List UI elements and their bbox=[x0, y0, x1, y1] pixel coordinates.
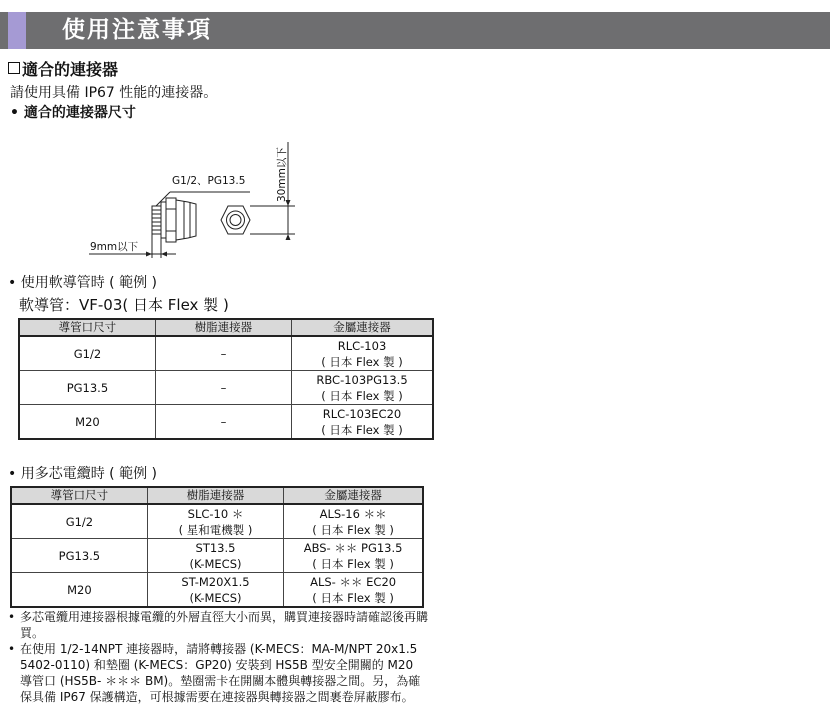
maker: ( 日本 Flex 製 ) bbox=[321, 388, 403, 403]
model-number: RBC-103PG13.5 bbox=[316, 372, 408, 387]
conduit-size-cell: M20 bbox=[11, 573, 147, 608]
model-number: ST-M20X1.5 bbox=[181, 574, 250, 589]
page-header-bar bbox=[0, 12, 830, 49]
maker: ( 日本 Flex 製 ) bbox=[312, 522, 394, 537]
length-limit-label: 9mm以下 bbox=[90, 241, 139, 253]
maker: (K-MECS) bbox=[189, 556, 242, 571]
bullet-icon: • bbox=[8, 642, 16, 656]
multi-cable-title: • 用多芯電纜時 ( 範例 ) bbox=[8, 466, 157, 482]
conduit-size-cell: G1/2 bbox=[19, 336, 155, 371]
metal-connector-cell bbox=[284, 539, 423, 573]
header-conduit-size: 導管口尺寸 bbox=[19, 319, 155, 336]
thread-size-label: G1/2、PG13.5 bbox=[172, 175, 246, 187]
model-number: ALS-16 ＊＊ bbox=[319, 506, 387, 521]
model-number: ABS- ＊＊ PG13.5 bbox=[303, 540, 403, 555]
resin-connector-cell bbox=[147, 573, 283, 608]
header-metal-connector: 金屬連接器 bbox=[284, 487, 423, 504]
resin-connector-cell bbox=[147, 539, 283, 573]
table-header-row bbox=[19, 319, 433, 336]
size-heading: • 適合的連接器尺寸 bbox=[10, 105, 136, 121]
section-description: 請使用具備 IP67 性能的連接器。 bbox=[10, 85, 218, 101]
note-text: 在使用 1/2-14NPT 連接器時，請將轉接器 (K-MECS：MA-M/NPT 20x1.5 5402-0110) 和墊圈 (K-MECS：GP20) 安裝到 HS5B 型安全開關的 M20 導管口 (HS5B- ＊＊＊ BM)。墊圈需卡在開關本體與轉接器之間。另，為確保具備 IP67 保護構造，可根據需要在連接器與轉接器之間裹卷屏蔽膠布。 bbox=[20, 642, 421, 704]
header-conduit-size: 導管口尺寸 bbox=[11, 487, 147, 504]
resin-connector-cell: – bbox=[155, 371, 291, 405]
note-item bbox=[8, 609, 428, 641]
header-metal-connector: 金屬連接器 bbox=[292, 319, 433, 336]
checkbox-square-icon bbox=[8, 62, 20, 74]
bullet-icon: • bbox=[8, 610, 16, 624]
maker: ( 星和電機製 ) bbox=[178, 522, 253, 537]
maker: (K-MECS) bbox=[189, 590, 242, 605]
model-number: SLC-10 ＊ bbox=[187, 506, 244, 521]
conduit-size-cell: PG13.5 bbox=[11, 539, 147, 573]
note-item bbox=[8, 641, 428, 705]
maker: ( 日本 Flex 製 ) bbox=[312, 590, 394, 605]
table-header-row bbox=[11, 487, 423, 504]
conduit-size-cell: M20 bbox=[19, 405, 155, 440]
table-row bbox=[11, 504, 423, 539]
section-title bbox=[8, 60, 118, 80]
resin-connector-cell: – bbox=[155, 405, 291, 440]
connector-diagram bbox=[80, 138, 310, 260]
resin-connector-cell: – bbox=[155, 336, 291, 371]
note-text: 多芯電纜用連接器根據電纜的外層直徑大小而異，購買連接器時請確認後再購買。 bbox=[20, 610, 429, 640]
model-number: RLC-103 bbox=[337, 338, 387, 353]
maker: ( 日本 Flex 製 ) bbox=[321, 354, 403, 369]
header-resin-connector: 樹脂連接器 bbox=[147, 487, 283, 504]
flex-conduit-subtitle: 軟導管：VF-03( 日本 Flex 製 ) bbox=[19, 296, 229, 314]
header-resin-connector: 樹脂連接器 bbox=[155, 319, 291, 336]
header-accent bbox=[8, 12, 26, 49]
metal-connector-cell bbox=[292, 336, 433, 371]
model-number: ST13.5 bbox=[195, 540, 236, 555]
metal-connector-cell bbox=[284, 573, 423, 608]
table-row bbox=[11, 539, 423, 573]
table-row bbox=[19, 405, 433, 440]
conduit-size-cell: G1/2 bbox=[11, 504, 147, 539]
table-row bbox=[19, 336, 433, 371]
metal-connector-cell bbox=[292, 371, 433, 405]
metal-connector-cell bbox=[292, 405, 433, 440]
table-row bbox=[19, 371, 433, 405]
conduit-size-cell: PG13.5 bbox=[19, 371, 155, 405]
flex-conduit-title: • 使用軟導管時 ( 範例 ) bbox=[8, 275, 157, 291]
multi-cable-table bbox=[10, 486, 424, 608]
resin-connector-cell bbox=[147, 504, 283, 539]
maker: ( 日本 Flex 製 ) bbox=[312, 556, 394, 571]
height-limit-label: 30mm以下 bbox=[276, 147, 288, 202]
flex-conduit-table bbox=[18, 318, 434, 440]
model-number: ALS- ＊＊ EC20 bbox=[310, 574, 397, 589]
section-title-text: 適合的連接器 bbox=[22, 60, 119, 79]
maker: ( 日本 Flex 製 ) bbox=[321, 422, 403, 437]
metal-connector-cell bbox=[284, 504, 423, 539]
page-title: 使用注意事項 bbox=[62, 17, 212, 43]
notes-list bbox=[8, 609, 428, 705]
model-number: RLC-103EC20 bbox=[322, 406, 402, 421]
table-row bbox=[11, 573, 423, 608]
